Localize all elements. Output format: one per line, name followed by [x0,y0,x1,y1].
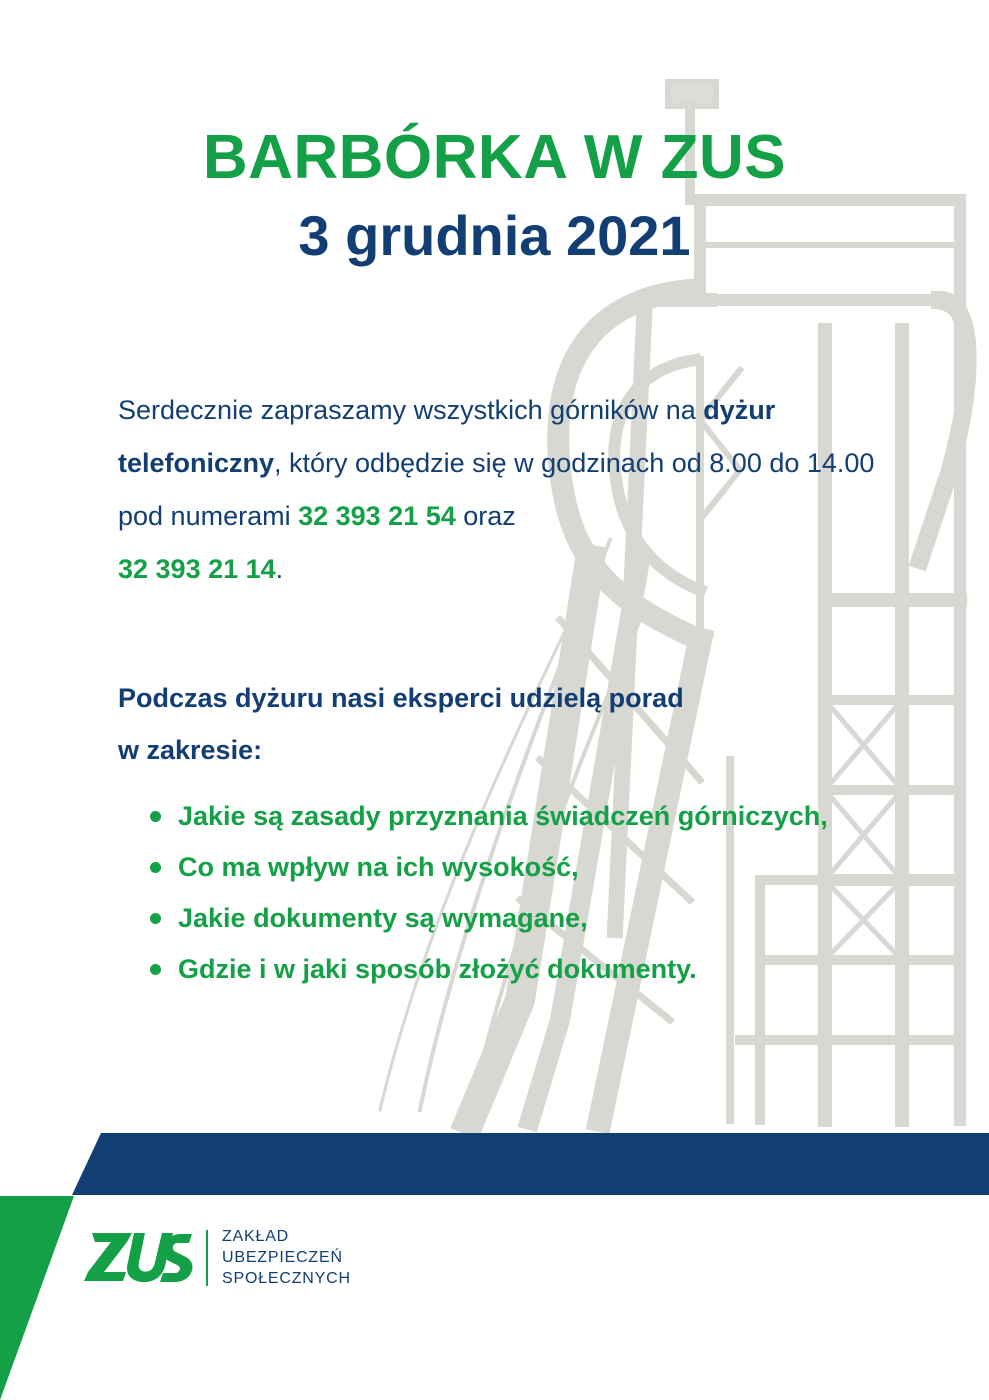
organization-name-line-1: ZAKŁAD [222,1228,290,1245]
list-item [146,847,866,887]
topic-text: Co ma wpływ na ich wysokość, [178,852,579,882]
intro-paragraph [118,384,898,596]
organization-name-line-2: UBEZPIECZEŃ [222,1249,343,1266]
experts-lead [118,672,838,776]
experts-lead-line-1: Podczas dyżuru nasi eksperci udzielą porad [118,683,684,713]
list-item [146,949,866,989]
organization-name [222,1226,351,1289]
topic-text: Jakie dokumenty są wymagane, [178,903,588,933]
navy-stripe [72,1133,989,1195]
bullet-icon [150,862,161,873]
bullet-icon [150,913,161,924]
page-title: BARBÓRKA W ZUS [202,123,787,192]
green-triangle [0,1196,74,1400]
topic-text: Jakie są zasady przyznania świadczeń górniczych, [178,801,828,831]
organization-name-line-3: SPOŁECZNYCH [222,1270,351,1287]
intro-text-2: , który odbędzie się w godzinach od 8.00 do 14.00 pod numerami [118,448,875,531]
duty-phone-label: dyżur telefoniczny [118,395,776,478]
topics-list [146,796,866,1000]
phone-number-2: 32 393 21 14 [118,554,276,584]
topic-text: Gdzie i w jaki sposób złożyć dokumenty. [178,954,697,984]
event-date: 3 grudnia 2021 [298,204,691,267]
list-item [146,796,866,836]
intro-text: Serdecznie zapraszamy wszystkich górników na [118,395,704,425]
bullet-icon [150,964,161,975]
zus-logo-icon [84,1233,193,1282]
bullet-icon [150,811,161,822]
experts-lead-line-2: w zakresie: [118,735,263,765]
intro-text-3: oraz [455,501,516,531]
list-item [146,898,866,938]
intro-text-4: . [275,554,284,584]
phone-number-1: 32 393 21 54 [298,501,456,531]
footer-graphic [0,1128,989,1400]
